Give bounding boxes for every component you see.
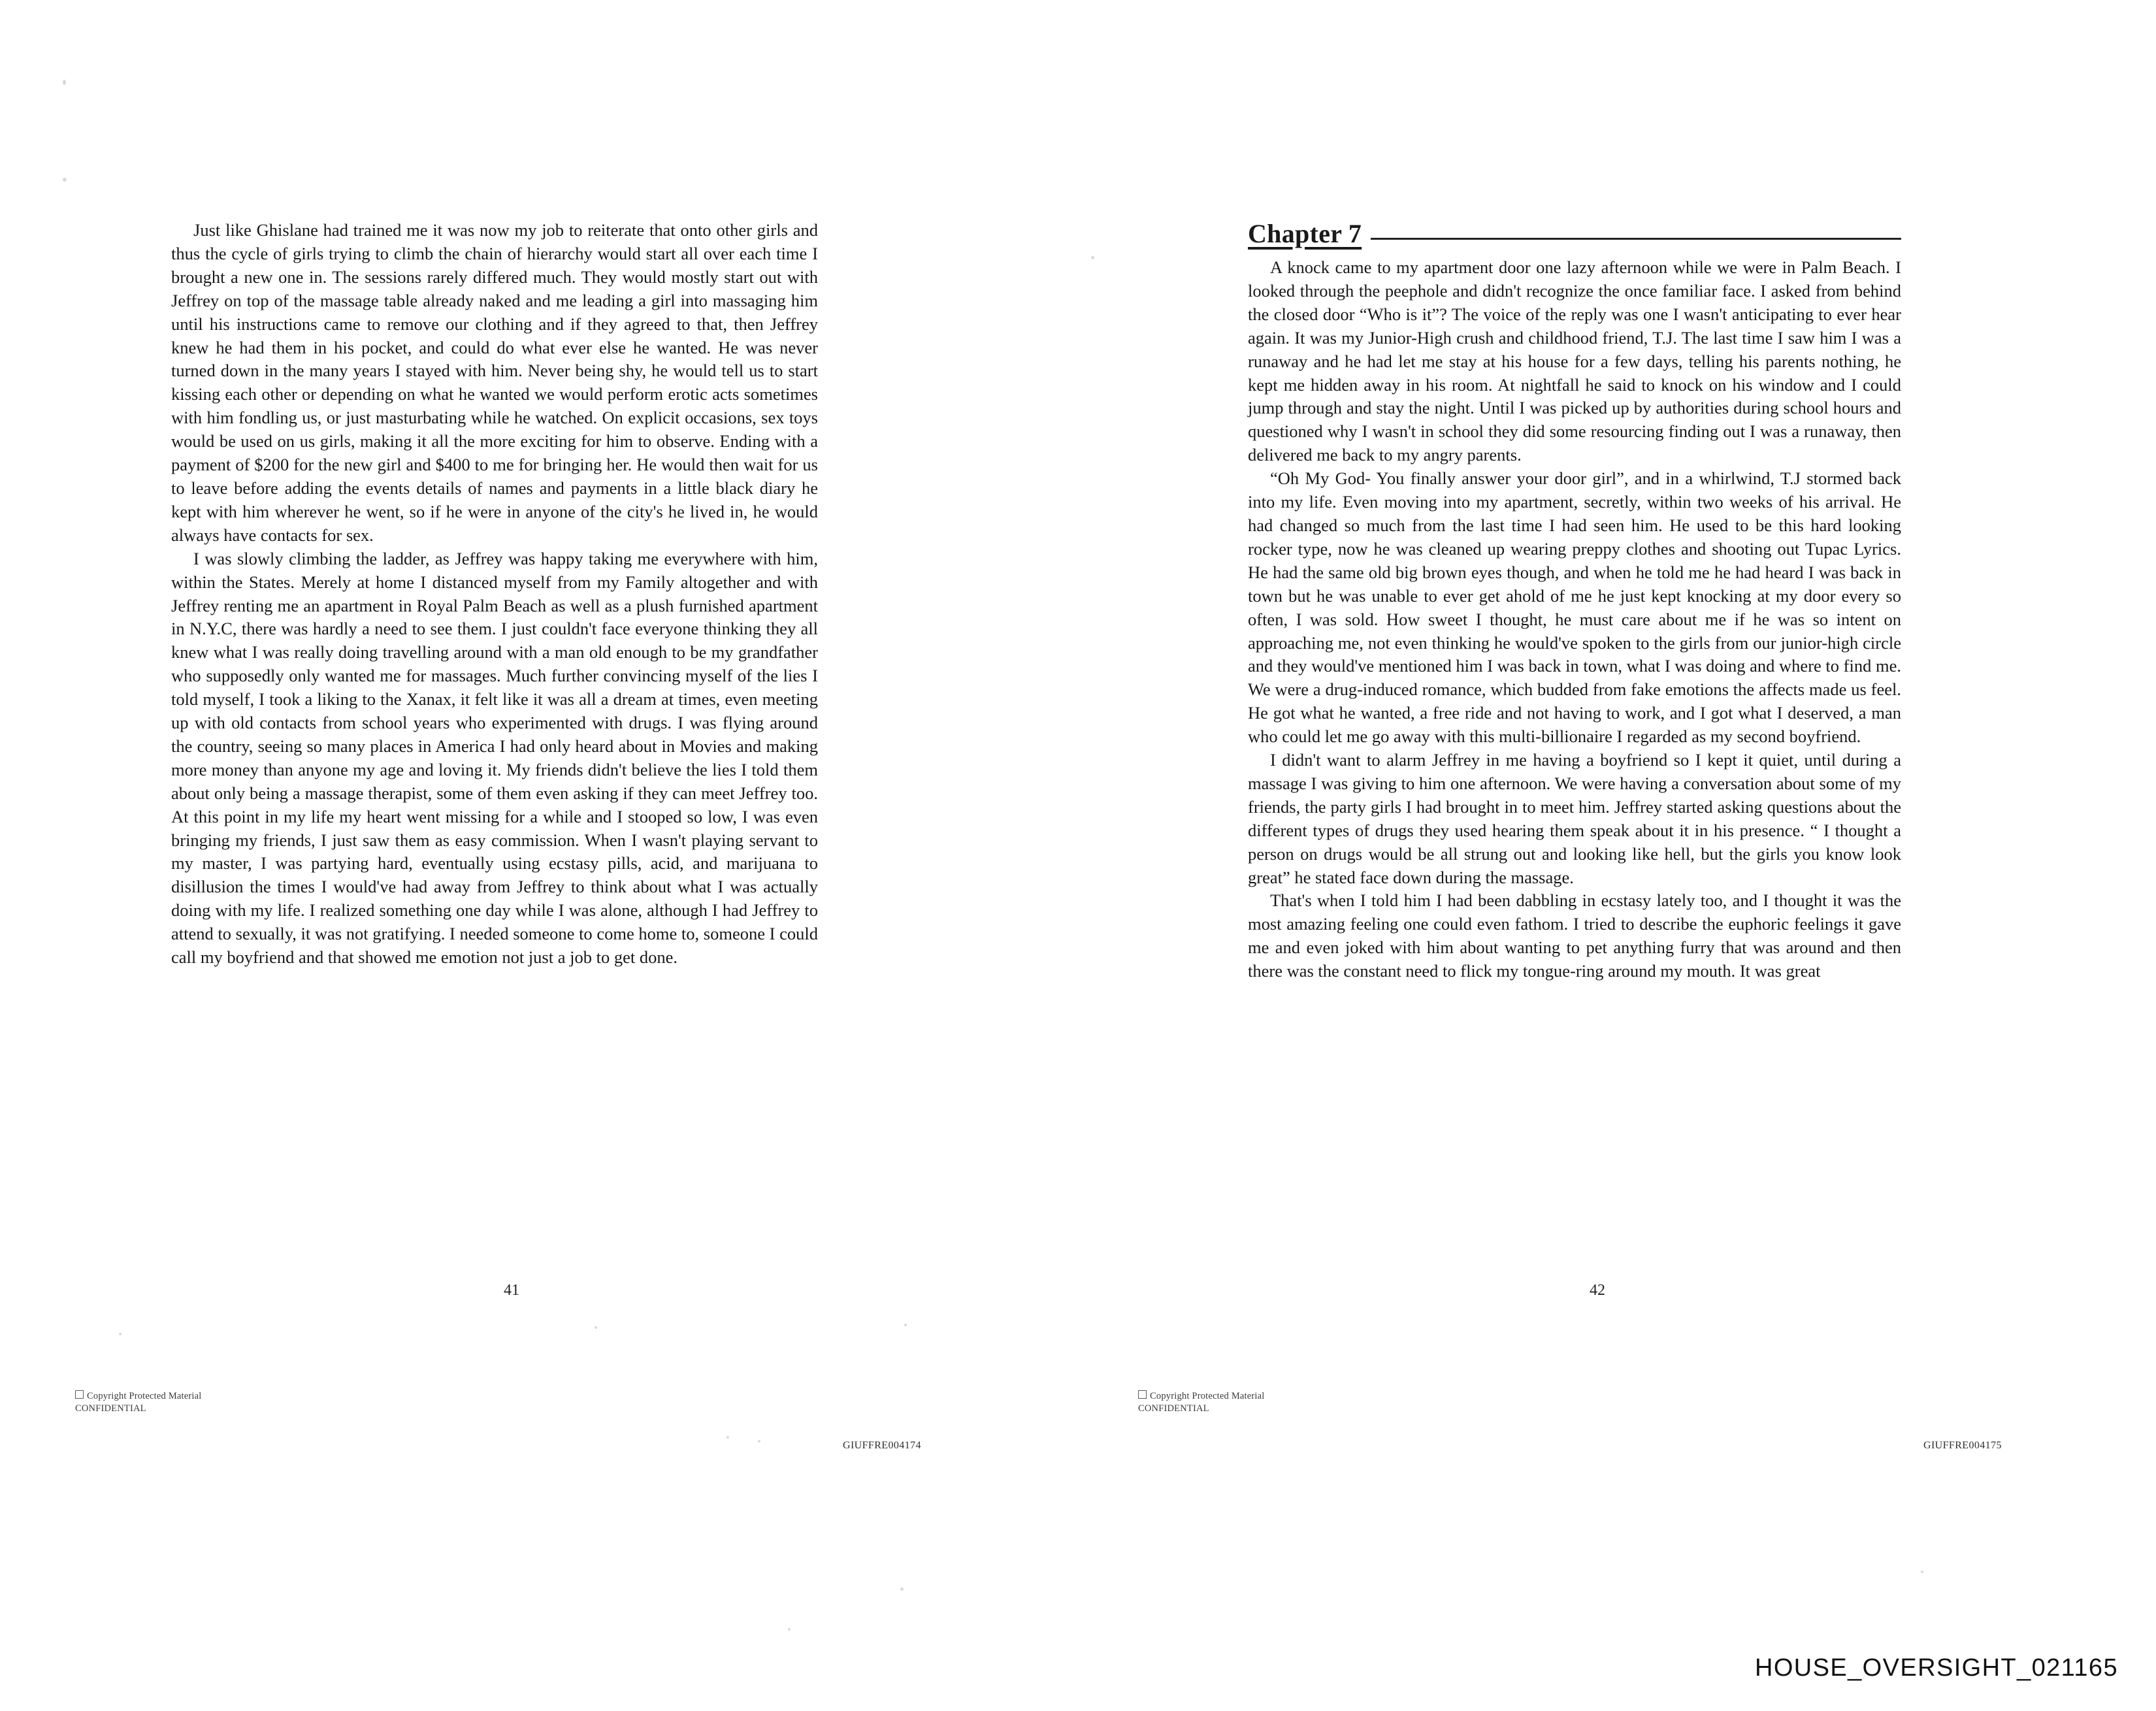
- paragraph: Just like Ghislane had trained me it was now my job to reiterate that onto other girls and thus the cycle of girls trying to climb the chain of hierarchy would start all over each time I brought a new one in. The sessions rarely differed much. They would mostly start out with Jeffrey on top of the massage table already naked and me leading a girl into massaging him until his instructions came to remove our clothing and if they agreed to that, then Jeffrey knew he had them in his pocket, and could do what ever else he wanted. He was never turned down in the many years I stayed with him. Never being shy, he would tell us to start kissing each other or depending on what he wanted we would perform erotic acts sometimes with him fondling us, or just masturbating while he watched. On explicit occasions, sex toys would be used on us girls, making it all the more exciting for him to observe. Ending with a payment of $200 for the new girl and $400 to me for bringing her. He would then wait for us to leave before adding the events details of names and payments in a little black diary he kept with him wherever he went, so if he were in anyone of the city's he lived in, he would always have contacts for sex.: [171, 220, 818, 545]
- paragraph: “Oh My God- You finally answer your door girl”, and in a whirlwind, T.J stormed back into my life. Even moving into my apartment, secretly, within two weeks of his arrival. He had changed so much from the last time I had seen him. He used to be this hard looking rocker type, now he was cleaned up wearing preppy clothes and shooting out Tupac Lyrics. He had the same old big brown eyes though, and when he told me he had heard I was back in town but he was unable to ever get ahold of me he just kept knocking at my door every so often, I was sold. How sweet I thought, he must care about me if he was so intent on approaching me, not even thinking he would've spoken to the girls from our junior-high circle and they would've mentioned him I was back in town, what I was doing and where to find me. We were a drug-induced romance, which budded from fake emotions the affects made us feel. He got what he wanted, a free ride and not having to work, and I got what I deserved, a man who could let me go away with this multi-billionaire I regarded as my second boyfriend.: [1248, 468, 1901, 747]
- paragraph: I was slowly climbing the ladder, as Jeffrey was happy taking me everywhere with him, within the States. Merely at home I distanced myself from my Family altogether and with Jeffrey renting me an apartment in Royal Palm Beach as well as a plush furnished apartment in N.Y.C, there was hardly a need to see them. I just couldn't face everyone thinking they all knew what I was really doing travelling around with a man old enough to be my grandfather who supposedly only wanted me for massages. Much further convincing myself of the lies I told myself, I took a liking to the Xanax, it felt like it was all a dream at times, even meeting up with old contacts from school years who experimented with drugs. I was flying around the country, seeing so many places in America I had only heard about in Movies and making more money than anyone my age and loving it. My friends didn't believe the lies I told them about only being a massage therapist, some of them even asking if they can meet Jeffrey too. At this point in my life my heart went missing for a while and I stooped so low, I was even bringing my friends, I just saw them as easy commission. When I wasn't playing servant to my master, I was partying hard, eventually using ecstasy pills, acid, and marijuana to disillusion the times I would've had away from Jeffrey to think about what I was actually doing with my life. I realized something one day while I was alone, although I had Jeffrey to attend to sexually, it was not gratifying. I needed someone to come home to, someone I could call my boyfriend and that showed me emotion not just a job to get done.: [171, 548, 818, 968]
- house-oversight-stamp: HOUSE_OVERSIGHT_021165: [1755, 1654, 2118, 1682]
- chapter-title: Chapter 7: [1248, 219, 1362, 248]
- copyright-line: Copyright Protected Material: [1150, 1391, 1265, 1401]
- copyright-box-icon: [1138, 1390, 1147, 1399]
- copyright-footer-left: [75, 1390, 202, 1414]
- page-number-right: 42: [1590, 1282, 1605, 1299]
- page-number-left: 41: [504, 1282, 519, 1299]
- copyright-footer-right: [1138, 1390, 1265, 1414]
- left-page-body: [171, 219, 818, 970]
- chapter-heading: [1248, 218, 1901, 249]
- confidential-line: CONFIDENTIAL: [1138, 1403, 1209, 1414]
- paragraph: A knock came to my apartment door one lazy afternoon while we were in Palm Beach. I looked through the peephole and didn't recognize the once familiar face. I asked from behind the closed door “Who is it”? The voice of the reply was one I wasn't anticipating to ever hear again. It was my Junior-High crush and childhood friend, T.J. The last time I saw him I was a runaway and he had let me stay at his house for a few days, telling his parents nothing, he kept me hidden away in his room. At nightfall he said to knock on his window and I could jump through and stay the night. Until I was picked up by authorities during school hours and questioned why I wasn't in school they did some resourcing finding out I was a runaway, then delivered me back to my angry parents.: [1248, 257, 1901, 465]
- bates-number-right: GIUFFRE004175: [1923, 1440, 2002, 1451]
- paragraph: That's when I told him I had been dabbling in ecstasy lately too, and I thought it was the most amazing feeling one could even fathom. I tried to describe the euphoric feelings it gave me and even joked with him about wanting to pet anything furry that was around and then there was the constant need to flick my tongue-ring around my mouth. It was great: [1248, 890, 1901, 981]
- chapter-rule: [1371, 238, 1901, 240]
- confidential-line: CONFIDENTIAL: [75, 1403, 146, 1414]
- copyright-line: Copyright Protected Material: [87, 1391, 202, 1401]
- right-page-body: [1248, 256, 1901, 983]
- copyright-box-icon: [75, 1390, 84, 1399]
- paragraph: I didn't want to alarm Jeffrey in me having a boyfriend so I kept it quiet, until during a massage I was giving to him one afternoon. We were having a conversation about some of my friends, the party girls I had brought in to meet him. Jeffrey started asking questions about the different types of drugs they used hearing them speak about it in his presence. “ I thought a person on drugs would be all strung out and looking like hell, but the girls you know look great” he stated face down during the massage.: [1248, 750, 1901, 887]
- bates-number-left: GIUFFRE004174: [843, 1440, 921, 1451]
